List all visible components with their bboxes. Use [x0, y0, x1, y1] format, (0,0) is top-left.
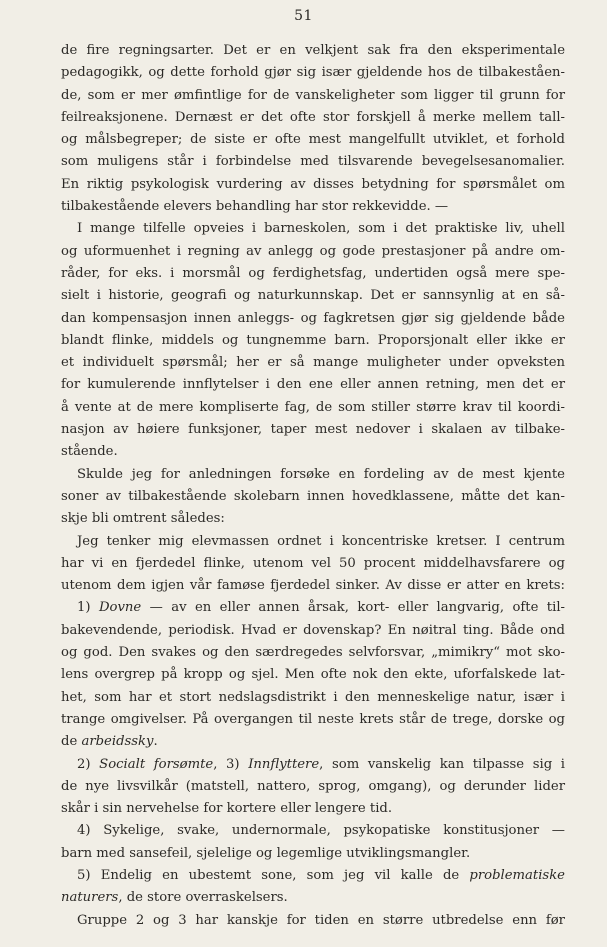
text-line: for kumulerende innflytelser i den ene eller annen retning, men det er [61, 377, 565, 393]
text-segment: , som vanskelig kan tilpasse sig i [319, 756, 565, 772]
text-line: og god. Den svakes og den særdregedes selvforsvar, „mimikry“ mot sko- [61, 645, 565, 661]
italic-term: Socialt forsømte [99, 756, 214, 772]
text-line: som muligens står i forbindelse med tilsvarende bevegelsesanomalier. [61, 154, 565, 170]
text-line: dan kompensasjon innen anleggs- og fagkretsen gjør sig gjeldende både [61, 310, 565, 326]
text-segment: 2) [77, 756, 100, 772]
italic-term: problematiske [469, 867, 565, 883]
text-line [61, 754, 565, 776]
text-line: å vente at de mere kompliserte fag, de som stiller større krav til koordi- [61, 399, 565, 415]
text-line: lens overgrep på kropp og sjel. Men ofte nok den ekte, uforfalskede lat- [61, 667, 565, 683]
text-line: Skulde jeg for anledningen forsøke en fordeling av de mest kjente [77, 466, 565, 482]
text-line: har vi en fjerdedel flinke, utenom vel 50 procent middelhavsfarere og [61, 555, 565, 571]
text-segment: 5) Endelig en ubestemt sone, som jeg vil kalle de [77, 867, 470, 883]
text-segment: , 3) [213, 756, 249, 772]
text-line [61, 597, 565, 619]
text-line: nasjon av høiere funksjoner, taper mest nedover i skalaen av tilbake- [61, 422, 565, 438]
text-line: het, som har et stort nedslagsdistrikt i den menneskelige natur, især i [61, 689, 565, 705]
text-line: bakevendende, periodisk. Hvad er dovenskap? En nøitral ting. Både ond [61, 622, 565, 638]
text-segment: de [61, 734, 82, 750]
text-line: Jeg tenker mig elevmassen ordnet i koncentriske kretser. I centrum [77, 533, 565, 549]
text-line: pedagogikk, og dette forhold gjør sig især gjeldende hos de tilbakeståen- [61, 65, 565, 81]
italic-term: naturers [61, 890, 119, 906]
text-line: de, som er mer ømfintlige for de vanskeligheter som ligger til grunn for [61, 87, 565, 103]
page-number: 51 [294, 8, 313, 24]
text-line: barn med sansefeil, sjelelige og legemlige utviklingsmangler. [61, 845, 471, 861]
text-line: soner av tilbakestående skolebarn innen hovedklassene, måtte det kan- [61, 488, 565, 504]
italic-term: Innflyttere [248, 756, 320, 772]
text-line: de fire regningsarter. Det er en velkjent sak fra den eksperimentale [61, 43, 565, 58]
text-line: tilbakestående elevers behandling har stor rekkevidde. — [61, 199, 449, 215]
text-line [61, 731, 565, 753]
text-line: Gruppe 2 og 3 har kanskje for tiden en større utbredelse enn før [77, 912, 565, 928]
text-line: feilreaksjonene. Dernæst er det ofte stor forskjell å merke mellem tall- [61, 109, 565, 125]
text-line [61, 865, 565, 887]
italic-term: Dovne [98, 600, 142, 616]
text-line: stående. [61, 444, 118, 460]
text-segment: , de store overraskelsers. [118, 890, 288, 906]
text-line: råder, for eks. i morsmål og ferdighetsfag, undertiden også mere spe- [61, 265, 565, 281]
text-segment: 1) [77, 600, 99, 616]
body-text [61, 40, 565, 932]
text-line: et individuelt spørsmål; her er så mange muligheter under opveksten [61, 355, 565, 371]
text-line: En riktig psykologisk vurdering av disses betydning for spørsmålet om [61, 176, 565, 192]
text-line: skje bli omtrent således: [61, 511, 225, 527]
text-line: de nye livsvilkår (matstell, nattero, sprog, omgang), og derunder lider [61, 778, 565, 794]
text-line: og uformuenhet i regning av anlegg og gode prestasjoner på andre om- [61, 243, 565, 259]
text-line: og målsbegreper; de siste er ofte mest mangelfullt utviklet, et forhold [61, 132, 565, 148]
text-line: skår i sin nervehelse for kortere eller lengere tid. [61, 801, 393, 817]
text-line: trange omgivelser. På overgangen til neste krets står de trege, dorske og [61, 711, 565, 727]
text-line: blandt flinke, middels og tungnemme barn. Proporsjonalt eller ikke er [61, 332, 565, 348]
text-segment: — av en eller annen årsak, kort- eller langvarig, ofte til- [141, 600, 565, 616]
text-line: 4) Sykelige, svake, undernormale, psykopatiske konstitusjoner — [77, 823, 565, 839]
text-line [61, 887, 565, 909]
text-line: I mange tilfelle opveies i barneskolen, som i det praktiske liv, uhell [77, 221, 565, 237]
text-line: sielt i historie, geografi og naturkunnskap. Det er sannsynlig at en så- [61, 288, 565, 304]
text-line: utenom dem igjen vår famøse fjerdedel sinker. Av disse er atter en krets: [61, 578, 565, 594]
text-segment: . [153, 734, 158, 750]
italic-term: arbeidssky [81, 734, 154, 750]
